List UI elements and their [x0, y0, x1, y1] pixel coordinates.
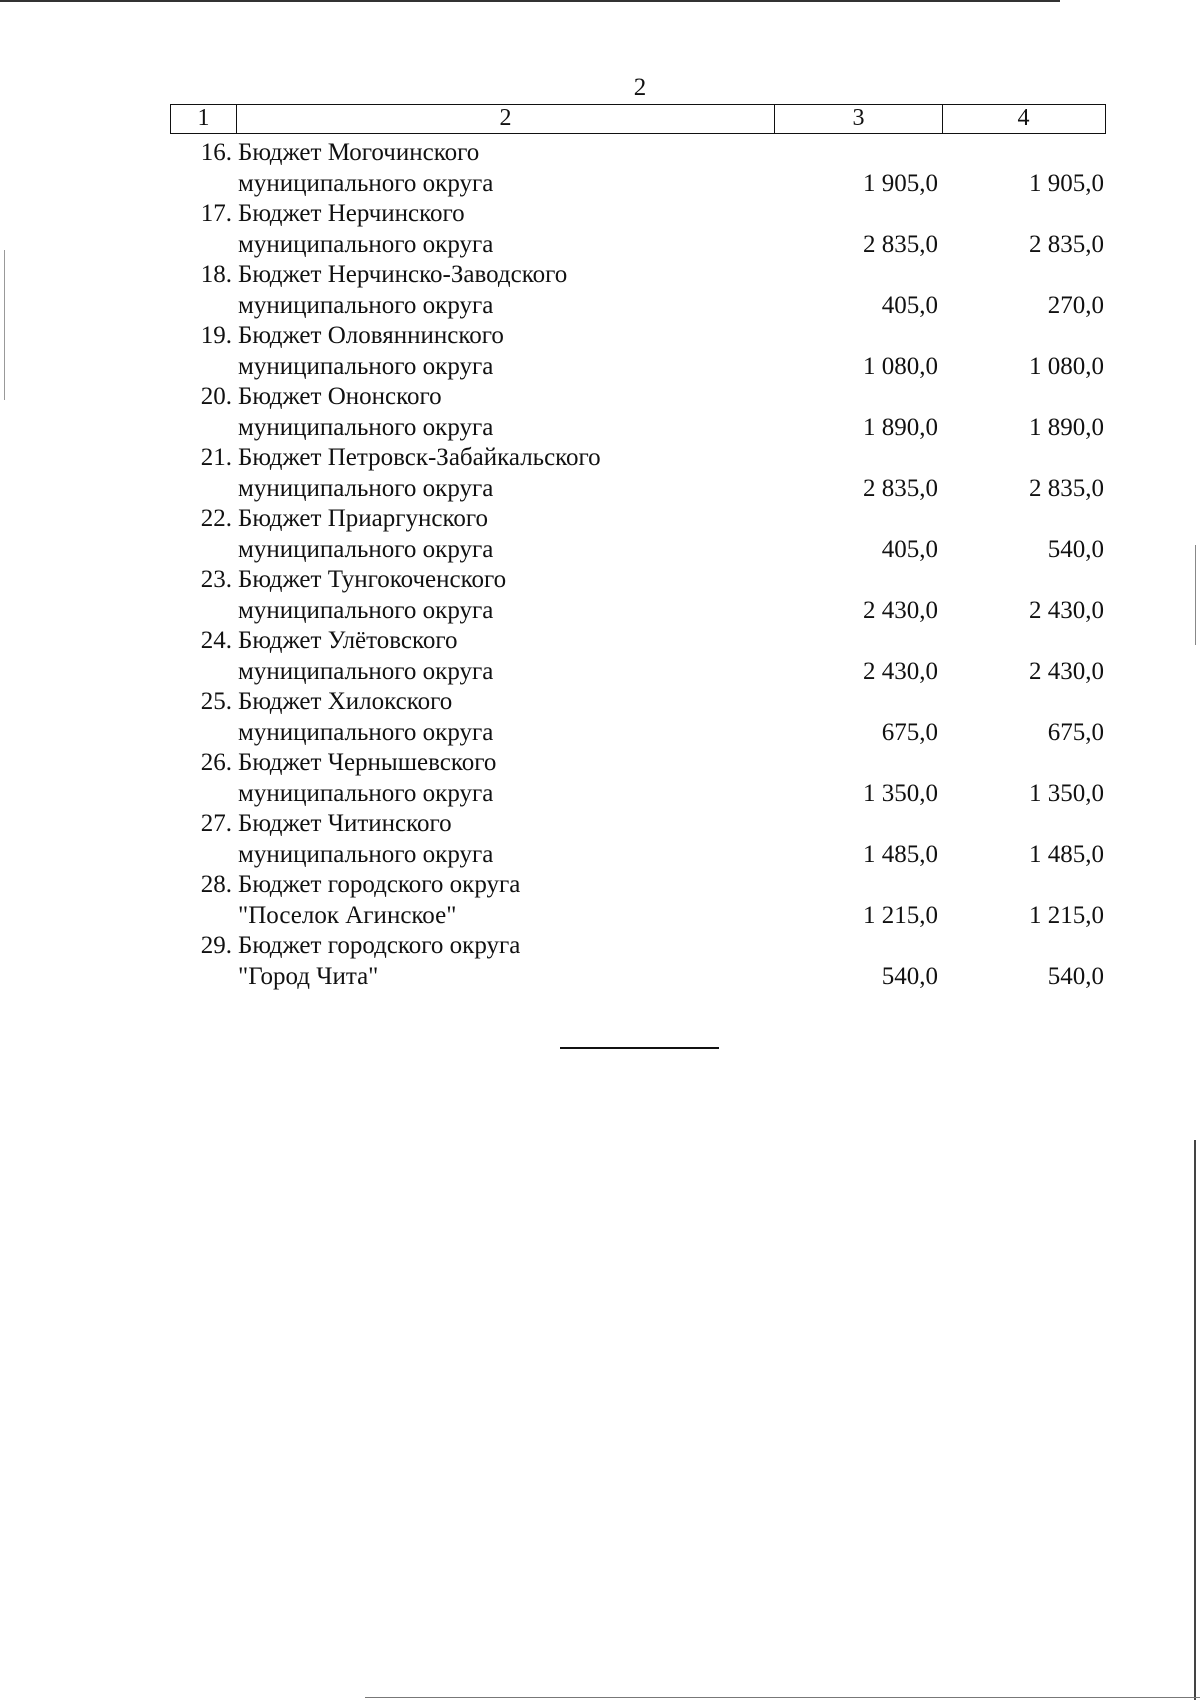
table-row — [170, 260, 1106, 321]
row-value-col3: 1 080,0 — [863, 352, 938, 380]
row-name-line1: Бюджет Нерчинского — [238, 200, 465, 227]
row-name-line2: муниципального округа — [238, 413, 494, 441]
row-name-line2: муниципального округа — [238, 596, 494, 624]
row-name-line1: Бюджет Могочинского — [238, 139, 480, 166]
table-row — [170, 565, 1106, 626]
table-header-row — [170, 104, 1106, 134]
table-row — [170, 199, 1106, 260]
row-name-line1: Бюджет Нерчинско-Заводского — [238, 261, 568, 288]
row-name-line2: муниципального округа — [238, 535, 494, 563]
row-number: 25. — [200, 688, 232, 715]
row-value-col3: 405,0 — [881, 535, 938, 563]
row-value-col4: 1 890,0 — [1029, 413, 1104, 441]
row-number: 18. — [200, 261, 232, 288]
table-row — [170, 626, 1106, 687]
row-number: 26. — [200, 749, 232, 776]
row-value-col3: 1 350,0 — [863, 779, 938, 807]
table-row — [170, 321, 1106, 382]
row-number: 27. — [200, 810, 232, 837]
row-number: 29. — [200, 932, 232, 959]
row-name-line1: Бюджет Оловяннинского — [238, 322, 504, 349]
row-value-col3: 2 835,0 — [863, 474, 938, 502]
scan-edge-top — [0, 0, 1060, 2]
row-name-line1: Бюджет Чернышевского — [238, 749, 497, 776]
row-value-col4: 1 485,0 — [1029, 840, 1104, 868]
row-value-col3: 1 905,0 — [863, 169, 938, 197]
scan-edge-right-upper — [1195, 545, 1196, 645]
table-row — [170, 931, 1106, 992]
row-name-line2: муниципального округа — [238, 230, 494, 258]
row-number: 20. — [200, 383, 232, 410]
table-header-cell: 4 — [1017, 105, 1030, 131]
table-row — [170, 504, 1106, 565]
table-header-cell: 1 — [171, 105, 237, 133]
row-value-col4: 1 350,0 — [1029, 779, 1104, 807]
row-value-col3: 2 835,0 — [863, 230, 938, 258]
row-name-line2: муниципального округа — [238, 474, 494, 502]
table-row — [170, 748, 1106, 809]
row-value-col4: 2 835,0 — [1029, 474, 1104, 502]
row-name-line2: муниципального округа — [238, 291, 494, 319]
row-name-line2: муниципального округа — [238, 840, 494, 868]
row-value-col4: 2 430,0 — [1029, 596, 1104, 624]
row-value-col4: 675,0 — [1047, 718, 1104, 746]
page-number: 2 — [633, 74, 647, 101]
row-name-line2: "Поселок Агинское" — [238, 901, 457, 929]
row-number: 19. — [200, 322, 232, 349]
row-value-col4: 2 430,0 — [1029, 657, 1104, 685]
table-row — [170, 870, 1106, 931]
row-value-col4: 540,0 — [1047, 535, 1104, 563]
row-value-col3: 2 430,0 — [863, 657, 938, 685]
row-name-line1: Бюджет Тунгокоченского — [238, 566, 507, 593]
row-number: 28. — [200, 871, 232, 898]
row-number: 24. — [200, 627, 232, 654]
row-value-col4: 1 215,0 — [1029, 901, 1104, 929]
row-value-col4: 1 905,0 — [1029, 169, 1104, 197]
row-name-line1: Бюджет Ононского — [238, 383, 442, 410]
scan-edge-right — [1194, 1140, 1196, 1700]
row-value-col4: 540,0 — [1047, 962, 1104, 990]
row-name-line2: муниципального округа — [238, 718, 494, 746]
row-name-line1: Бюджет Читинского — [238, 810, 452, 837]
row-number: 22. — [200, 505, 232, 532]
row-number: 23. — [200, 566, 232, 593]
scan-edge-left — [4, 250, 5, 400]
row-value-col3: 540,0 — [881, 962, 938, 990]
row-name-line1: Бюджет Хилокского — [238, 688, 453, 715]
row-name-line1: Бюджет городского округа — [238, 932, 521, 959]
row-name-line1: Бюджет Петровск-Забайкальского — [238, 444, 601, 471]
table-header-cell: 2 — [237, 105, 775, 133]
row-value-col4: 270,0 — [1047, 291, 1104, 319]
row-number: 16. — [200, 139, 232, 166]
row-name-line1: Бюджет Приаргунского — [238, 505, 488, 532]
row-number: 17. — [200, 200, 232, 227]
table-row — [170, 687, 1106, 748]
row-name-line2: муниципального округа — [238, 779, 494, 807]
row-name-line2: муниципального округа — [238, 352, 494, 380]
row-number: 21. — [200, 444, 232, 471]
table-row — [170, 382, 1106, 443]
row-name-line2: муниципального округа — [238, 657, 494, 685]
row-name-line1: Бюджет Улётовского — [238, 627, 458, 654]
row-name-line2: "Город Чита" — [238, 962, 379, 990]
table-row — [170, 443, 1106, 504]
row-value-col3: 1 215,0 — [863, 901, 938, 929]
row-name-line2: муниципального округа — [238, 169, 494, 197]
row-value-col4: 1 080,0 — [1029, 352, 1104, 380]
scan-edge-bottom — [365, 1697, 1200, 1698]
row-value-col3: 675,0 — [881, 718, 938, 746]
row-name-line1: Бюджет городского округа — [238, 871, 521, 898]
table-row — [170, 138, 1106, 199]
row-value-col4: 2 835,0 — [1029, 230, 1104, 258]
row-value-col3: 2 430,0 — [863, 596, 938, 624]
table-header-cell: 3 — [775, 105, 943, 133]
row-value-col3: 1 485,0 — [863, 840, 938, 868]
end-rule — [560, 1047, 719, 1049]
row-value-col3: 1 890,0 — [863, 413, 938, 441]
row-value-col3: 405,0 — [881, 291, 938, 319]
table-body — [170, 138, 1106, 992]
table-row — [170, 809, 1106, 870]
